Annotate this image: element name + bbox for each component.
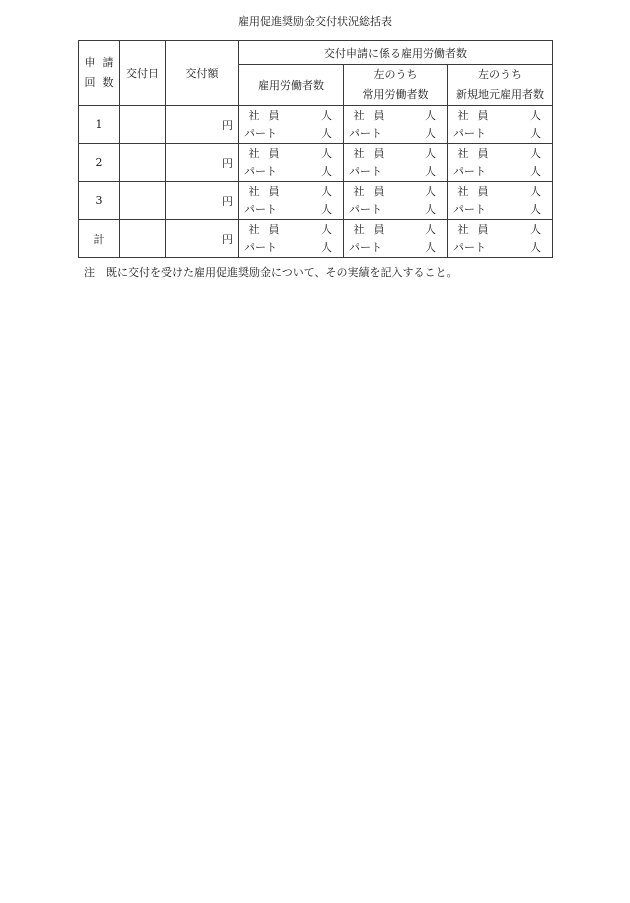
employed-count-cell: 社 員 人 パート 人 — [239, 144, 344, 182]
row-label: 2 — [79, 144, 120, 182]
row-label: 1 — [79, 106, 120, 144]
table-row — [79, 144, 553, 182]
employed-count-cell: 社 員 人 パート 人 — [239, 106, 344, 144]
local-count-cell: 社 員 人 パート 人 — [448, 144, 553, 182]
header-local-hires: 左のうち 新規地元雇用者数 — [448, 65, 553, 106]
table-row — [79, 182, 553, 220]
date-cell — [120, 144, 166, 182]
date-cell — [120, 220, 166, 258]
table-row-total — [79, 220, 553, 258]
header-delivery-date: 交付日 — [120, 41, 166, 106]
row-label: 計 — [79, 220, 120, 258]
header-delivery-amount: 交付額 — [166, 41, 239, 106]
regular-count-cell: 社 員 人 パート 人 — [344, 220, 448, 258]
amount-cell: 円 — [166, 144, 239, 182]
employed-count-cell: 社 員 人 パート 人 — [239, 182, 344, 220]
regular-count-cell: 社 員 人 パート 人 — [344, 106, 448, 144]
local-count-cell: 社 員 人 パート 人 — [448, 220, 553, 258]
local-count-cell: 社 員 人 パート 人 — [448, 182, 553, 220]
header-worker-group: 交付申請に係る雇用労働者数 — [239, 41, 553, 65]
regular-count-cell: 社 員 人 パート 人 — [344, 144, 448, 182]
date-cell — [120, 106, 166, 144]
amount-cell: 円 — [166, 220, 239, 258]
document-title: 雇用促進奨励金交付状況総括表 — [238, 15, 392, 28]
header-employed-workers: 雇用労働者数 — [239, 65, 344, 106]
regular-count-cell: 社 員 人 パート 人 — [344, 182, 448, 220]
local-count-cell: 社 員 人 パート 人 — [448, 106, 553, 144]
header-regular-workers: 左のうち 常用労働者数 — [344, 65, 448, 106]
footnote: 注 既に交付を受けた雇用促進奨励金について、その実績を記入すること。 — [84, 266, 458, 279]
summary-table — [78, 40, 553, 258]
table-row — [79, 106, 553, 144]
amount-cell: 円 — [166, 106, 239, 144]
employed-count-cell: 社 員 人 パート 人 — [239, 220, 344, 258]
header-application-count: 申 請 回 数 — [79, 41, 120, 106]
amount-cell: 円 — [166, 182, 239, 220]
date-cell — [120, 182, 166, 220]
row-label: 3 — [79, 182, 120, 220]
